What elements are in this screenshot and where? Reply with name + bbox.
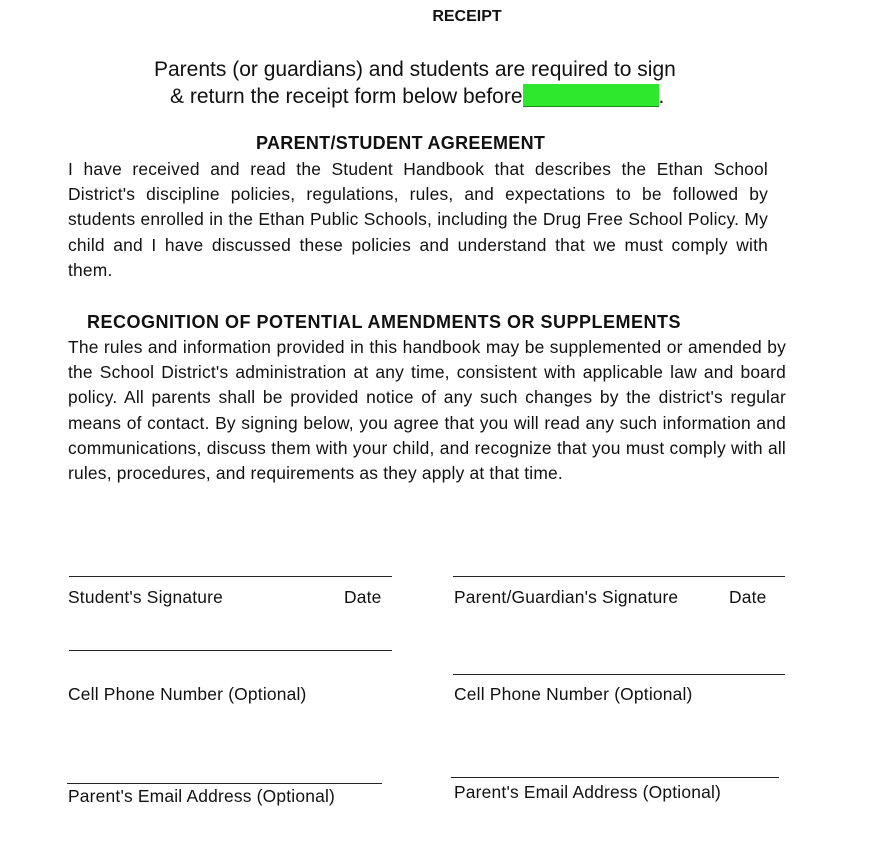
student-signature-line[interactable] — [69, 576, 392, 577]
instruction-line-1: Parents (or guardians) and students are required to sign — [154, 58, 676, 81]
student-cell-phone-label: Cell Phone Number (Optional) — [68, 684, 307, 704]
parent-signature-line[interactable] — [453, 576, 785, 577]
email-line-left[interactable] — [67, 783, 382, 784]
email-label-left: Parent's Email Address (Optional) — [68, 786, 336, 806]
student-signature-label: Student's Signature — [68, 587, 224, 607]
email-label-right: Parent's Email Address (Optional) — [454, 782, 722, 802]
highlighted-due-date-blank[interactable] — [523, 84, 659, 107]
agreement-paragraph: I have received and read the Student Handbook that describes the Ethan School District's discipline policies, regulations, rules, and expectations to be followed by students enrolled in the Ethan Public Schools, including the Drug Free School Policy. My child and I have discussed these policies and understand that we must comply with them. — [68, 159, 768, 280]
agreement-heading: PARENT/STUDENT AGREEMENT — [256, 133, 546, 153]
instruction-line-2-text: & return the receipt form below before — [170, 85, 523, 108]
student-date-label: Date — [344, 587, 382, 607]
student-cell-phone-line[interactable] — [69, 650, 392, 651]
parent-cell-phone-label: Cell Phone Number (Optional) — [454, 684, 693, 704]
amendments-paragraph: The rules and information provided in this handbook may be supplemented or amended by the School District's administration at any time, consistent with applicable law and board policy. All parents shall be provided notice of any such changes by the district's regular means of contact. By signing below, you agree that you will read any such information and communications, discuss them with your child, and recognize that you must comply with all rules, procedures, and requirements as they apply at that time. — [68, 337, 786, 484]
email-line-right[interactable] — [451, 777, 779, 778]
parent-date-label: Date — [729, 587, 767, 607]
instruction-text — [154, 56, 676, 110]
parent-cell-phone-line[interactable] — [453, 674, 785, 675]
parent-signature-label: Parent/Guardian's Signature — [454, 587, 679, 607]
instruction-line-2 — [154, 83, 676, 110]
instruction-line-2-suffix: . — [658, 85, 665, 108]
amendments-heading: RECOGNITION OF POTENTIAL AMENDMENTS OR SUPPLEMENTS — [87, 312, 682, 332]
receipt-title: RECEIPT — [432, 8, 502, 25]
